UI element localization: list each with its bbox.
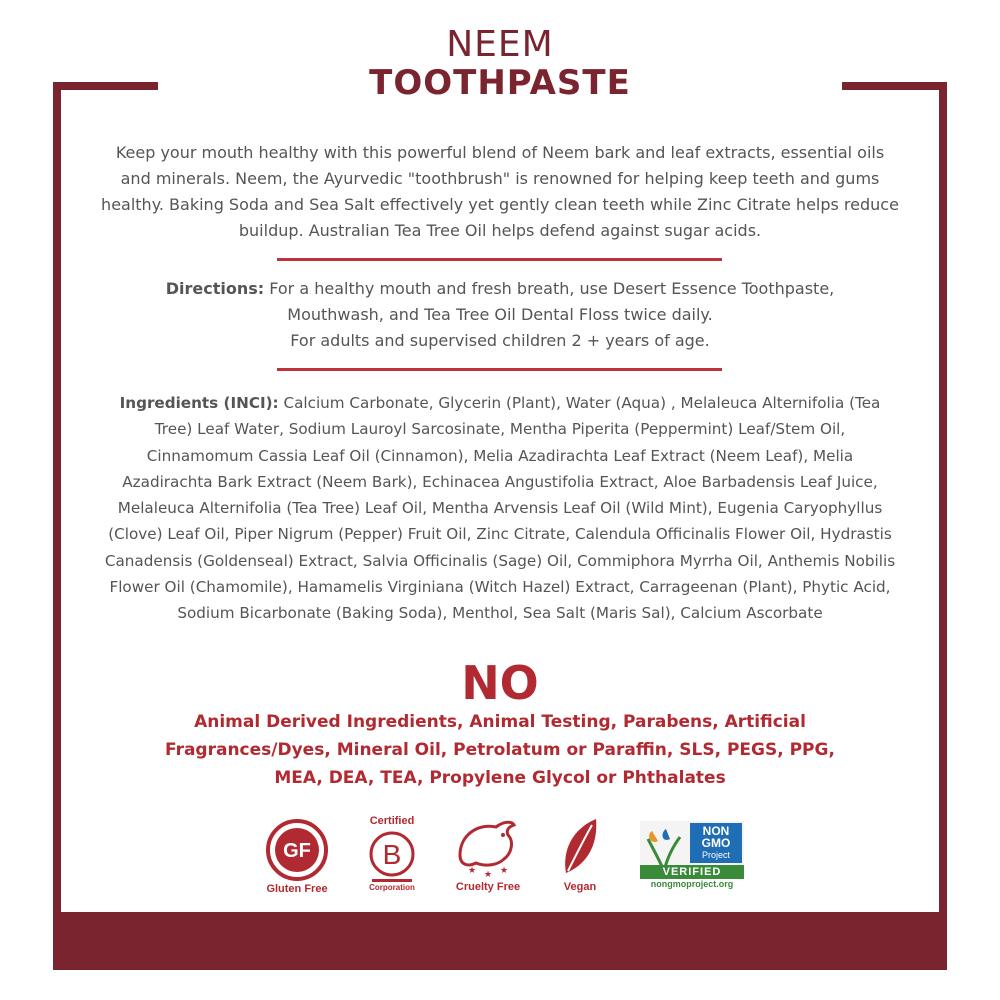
bcorp-badge <box>360 815 424 900</box>
frame-right-side <box>939 82 947 917</box>
bcorp-certified-label: Certified <box>369 815 415 827</box>
bcorp-icon <box>360 829 424 883</box>
bcorp-corporation-label: Corporation <box>369 883 415 892</box>
svg-text:★: ★ <box>484 870 493 880</box>
divider-top <box>277 258 722 261</box>
directions-label: Directions: <box>165 279 265 298</box>
svg-text:★: ★ <box>500 866 509 876</box>
non-gmo-line1: NON <box>702 824 730 838</box>
vegan-badge <box>558 815 602 900</box>
non-gmo-panel <box>640 821 744 877</box>
directions-age-note: For adults and supervised children 2 + years of age. <box>290 331 710 350</box>
cruelty-free-label: Cruelty Free <box>455 881 521 893</box>
directions-text: For a healthy mouth and fresh breath, use Desert Essence Toothpaste, Mouthwash, and Tea Tree Oil Dental Floss twice daily. <box>264 279 835 324</box>
divider-bottom <box>277 368 722 371</box>
ingredients-label: Ingredients (INCI): <box>119 394 279 412</box>
cruelty-free-badge <box>448 815 528 900</box>
gluten-free-label: Gluten Free <box>266 883 328 895</box>
non-gmo-url: nongmoproject.org <box>650 879 734 889</box>
non-gmo-badge <box>640 815 744 895</box>
non-gmo-blue-box <box>690 823 742 863</box>
frame-left-side <box>53 82 61 917</box>
ingredients-section <box>100 390 900 627</box>
svg-text:★: ★ <box>468 866 477 876</box>
gluten-free-icon <box>262 815 332 885</box>
svg-text:B: B <box>382 839 402 870</box>
footer-band <box>53 912 947 970</box>
leaping-bunny-icon <box>448 815 528 881</box>
non-gmo-line3: Project <box>701 850 730 860</box>
vegan-label: Vegan <box>563 881 597 893</box>
non-gmo-verified: VERIFIED <box>640 865 744 879</box>
title-neem: NEEM <box>446 24 554 65</box>
gluten-free-badge <box>262 815 332 900</box>
no-list: Animal Derived Ingredients, Animal Testing, Parabens, Artificial Fragrances/Dyes, Mineral Oil, Petrolatum or Paraffin, SLS, PEGS, PPG, MEA, DEA, TEA, Propylene Glycol or Phthalates <box>165 712 835 788</box>
leaf-icon <box>558 815 602 879</box>
non-gmo-line2: GMO <box>701 836 731 850</box>
directions-section <box>160 276 840 354</box>
ingredients-text: Calcium Carbonate, Glycerin (Plant), Water (Aqua) , Melaleuca Alternifolia (Tea Tree) Leaf Water, Sodium Lauroyl Sarcosinate, Mentha Piperita (Peppermint) Leaf/Stem Oil, Cinnamomum Cassia Leaf Oil (Cinnamon), Melia Azadirachta Leaf Extract (Neem Leaf), Melia Azadirachta Bark Extract (Neem Bark), Echinacea Angustifolia Extract, Aloe Barbadensis Leaf Juice, Melaleuca Alternifolia (Tea Tree) Leaf Oil, Mentha Arvensis Leaf Oil (Wild Mint), Eugenia Caryophyllus (Clove) Leaf Oil, Piper Nigrum (Pepper) Fruit Oil, Zinc Citrate, Calendula Officinalis Flower Oil, Hydrastis Canadensis (Goldenseal) Extract, Salvia Officinalis (Sage) Oil, Commiphora Myrrha Oil, Anthemis Nobilis Flower Oil (Chamomile), Hamamelis Virginiana (Witch Hazel) Extract, Carrageenan (Plant), Phytic Acid, Sodium Bicarbonate (Baking Soda), Menthol, Sea Salt (Maris Sal), Calcium Ascorbate <box>104 394 896 623</box>
title-toothpaste: TOOTHPASTE <box>369 63 631 103</box>
no-heading: NO <box>461 656 539 710</box>
intro-paragraph: Keep your mouth healthy with this powerful blend of Neem bark and leaf extracts, essential oils and minerals. Neem, the Ayurvedic "toothbrush" is renowned for helping keep teeth and gums healthy. Baking Soda and Sea Salt effectively yet gently clean teeth while Zinc Citrate helps reduce buildup. Australian Tea Tree Oil helps defend against sugar acids. <box>101 143 899 240</box>
svg-text:GF: GF <box>283 840 311 862</box>
